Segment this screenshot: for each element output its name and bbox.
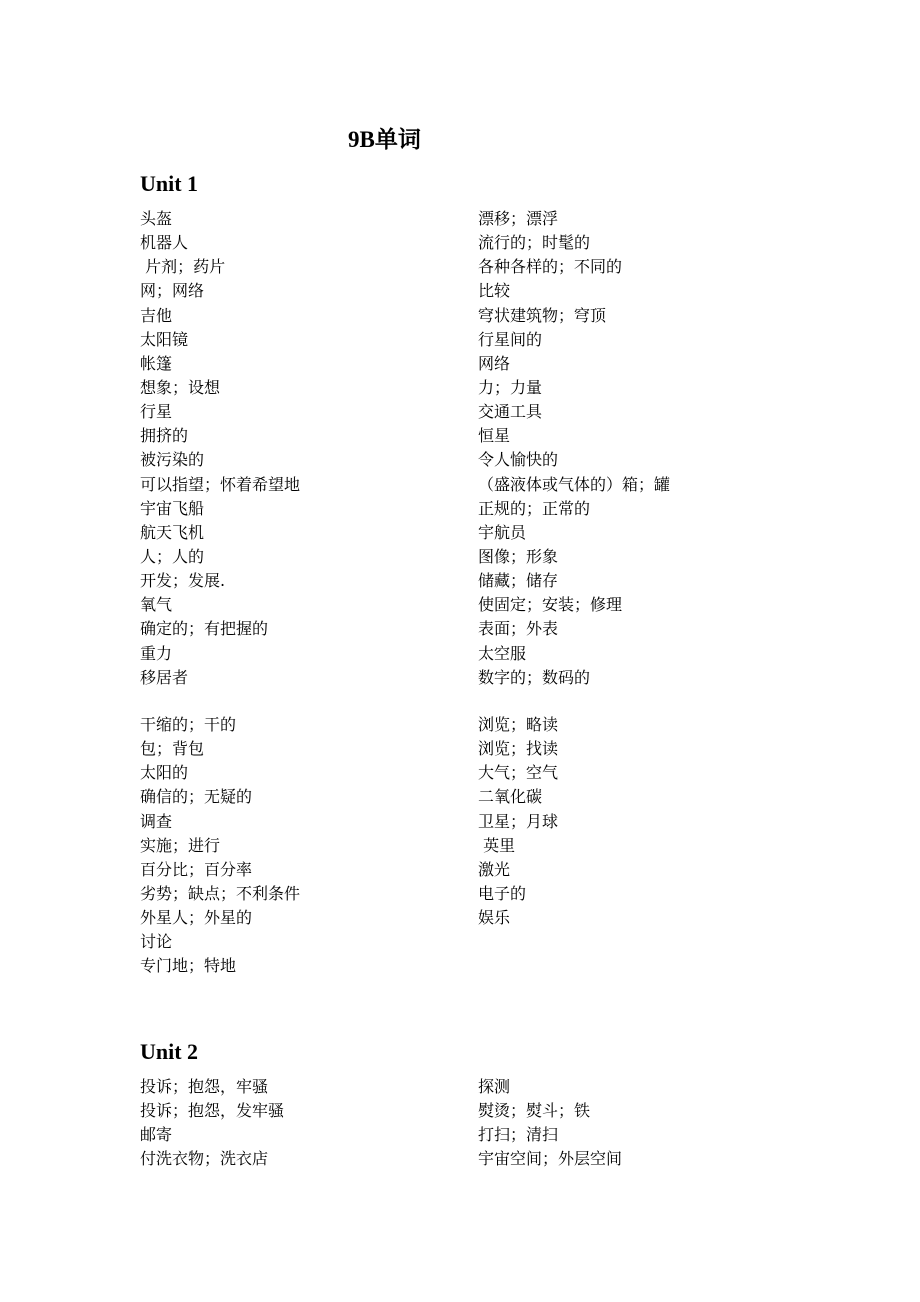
vocab-entry: 劣势；缺点；不利条件 — [140, 883, 301, 903]
vocab-entry: 图像；形象 — [478, 546, 559, 566]
vocab-entry: 太阳的 — [140, 763, 189, 783]
vocab-entry: 电子的 — [478, 883, 527, 903]
vocab-entry: 宇航员 — [478, 522, 527, 542]
vocab-entry: 漂移；漂浮 — [478, 209, 559, 228]
vocab-entry: 网络 — [478, 353, 511, 373]
vocab-entry: 投诉；抱怨，牢骚 — [140, 1077, 269, 1096]
vocab-entry: 数字的；数码的 — [478, 667, 591, 687]
vocab-entry: 人；人的 — [140, 546, 205, 566]
vocab-entry: 卫星；月球 — [478, 811, 559, 831]
vocab-entry: 行星 — [140, 402, 173, 422]
unit-1-vocab-right-column-continued — [478, 713, 558, 930]
vocab-entry: 交通工具 — [478, 402, 543, 422]
vocab-entry: 可以指望；怀着希望地 — [140, 474, 301, 494]
vocab-entry: 确信的；无疑的 — [140, 787, 253, 807]
vocab-entry: 流行的；时髦的 — [478, 233, 591, 253]
vocab-entry: 被污染的 — [140, 450, 205, 470]
vocab-entry: 打扫；清扫 — [478, 1125, 559, 1145]
vocab-entry: 帐篷 — [140, 353, 173, 373]
vocab-entry: 外星人；外星的 — [140, 908, 253, 928]
vocab-entry: 正规的；正常的 — [478, 498, 591, 518]
vocab-entry: 确定的；有把握的 — [140, 619, 269, 639]
vocab-entry: 移居者 — [140, 667, 189, 687]
vocab-entry: 调查 — [140, 811, 173, 831]
vocab-entry: 宇宙空间；外层空间 — [478, 1149, 623, 1169]
vocab-entry: 吉他 — [140, 305, 173, 325]
vocab-entry: 包；背包 — [140, 739, 205, 759]
vocab-entry: 二氧化碳 — [478, 787, 543, 807]
vocab-entry: 储藏；储存 — [478, 571, 559, 591]
vocab-entry: 邮寄 — [140, 1125, 173, 1145]
vocab-entry: 投诉；抱怨，发牢骚 — [140, 1101, 285, 1121]
vocab-entry: 百分比；百分率 — [140, 859, 253, 879]
unit-1-vocab-right-column — [478, 207, 670, 690]
vocab-entry: 开发；发展. — [140, 571, 226, 591]
vocab-entry: 表面；外表 — [478, 619, 559, 639]
vocab-entry: 比较 — [478, 281, 511, 301]
unit-1-vocab-left-column — [140, 207, 300, 690]
vocab-entry: 浏览；找读 — [478, 739, 559, 759]
vocab-entry: 专门地；特地 — [140, 956, 237, 976]
vocab-entry: 各种各样的；不同的 — [478, 257, 623, 277]
vocab-entry: 干缩的；干的 — [140, 715, 237, 734]
vocab-entry: 行星间的 — [478, 329, 543, 349]
vocab-entry: 付洗衣物；洗衣店 — [140, 1149, 269, 1169]
vocab-entry: 穹状建筑物；穹顶 — [478, 305, 607, 325]
vocab-entry: 片剂；药片 — [140, 257, 226, 277]
vocab-entry: 力；力量 — [478, 377, 543, 397]
vocab-entry: 浏览；略读 — [478, 715, 559, 734]
unit-2-vocab-right-column — [478, 1075, 622, 1172]
vocab-entry: 使固定；安装；修理 — [478, 595, 623, 615]
vocab-entry: （盛液体或气体的）箱；罐 — [478, 474, 671, 494]
unit-2-vocab-left-column — [140, 1075, 284, 1172]
vocab-entry: 大气；空气 — [478, 763, 559, 783]
vocab-entry: 探测 — [478, 1077, 511, 1096]
vocab-entry: 网；网络 — [140, 281, 205, 301]
vocab-entry: 恒星 — [478, 426, 511, 446]
vocab-entry: 机器人 — [140, 233, 189, 253]
vocab-entry: 激光 — [478, 859, 511, 879]
vocab-entry: 太空服 — [478, 643, 527, 663]
unit-1-heading: Unit 1 — [140, 171, 199, 196]
vocab-entry: 航天飞机 — [140, 522, 205, 542]
document-title: 9B单词 — [348, 127, 421, 152]
vocab-entry: 氧气 — [140, 595, 173, 615]
vocab-entry: 英里 — [478, 835, 516, 855]
unit-1-vocab-left-column-continued — [140, 713, 300, 979]
vocab-entry: 重力 — [140, 643, 173, 663]
vocab-entry: 熨烫；熨斗；铁 — [478, 1101, 591, 1121]
vocab-entry: 拥挤的 — [140, 426, 189, 446]
vocab-entry: 想象；设想 — [140, 377, 221, 397]
vocab-entry: 实施；进行 — [140, 835, 221, 855]
vocab-entry: 宇宙飞船 — [140, 498, 205, 518]
vocab-entry: 令人愉快的 — [478, 450, 559, 470]
unit-2-heading: Unit 2 — [140, 1039, 199, 1064]
vocab-entry: 太阳镜 — [140, 329, 189, 349]
vocab-entry: 讨论 — [140, 932, 173, 952]
vocab-entry: 头盔 — [140, 209, 173, 228]
vocab-entry: 娱乐 — [478, 908, 511, 928]
